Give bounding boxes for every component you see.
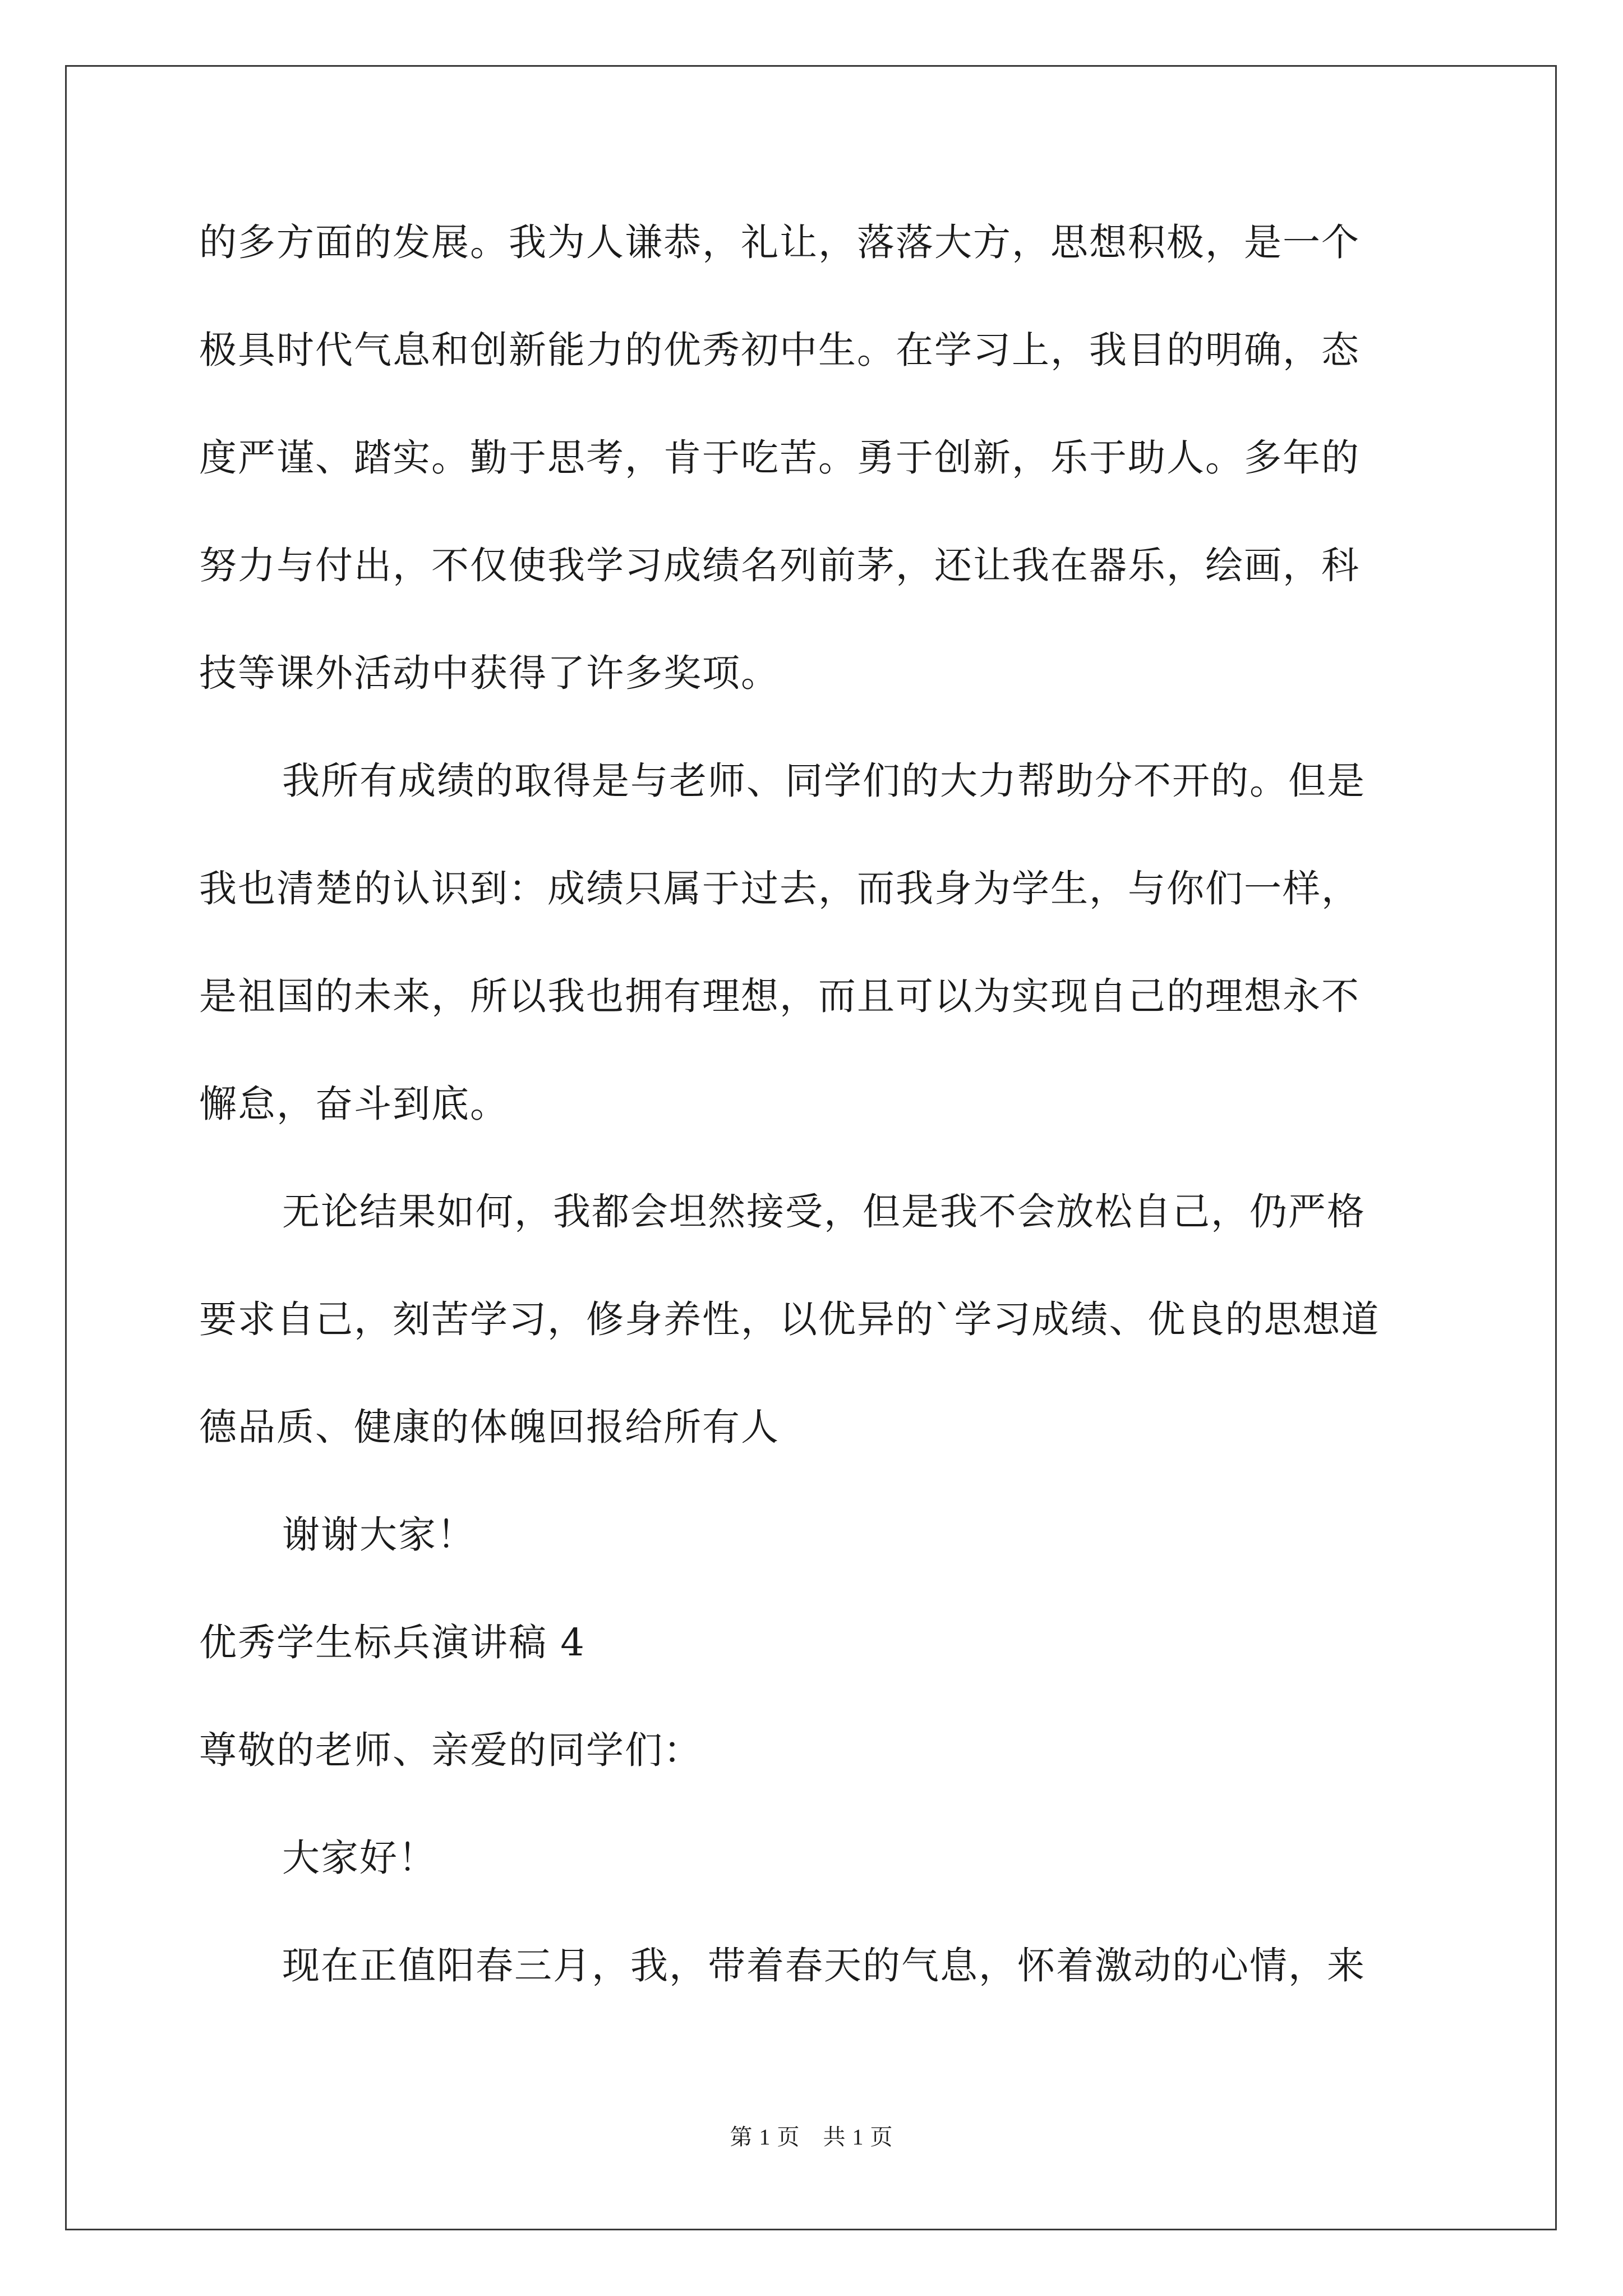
- text-line: 要求自己，刻苦学习，修身养性，以优异的`学习成绩、优良的思想道: [199, 1297, 1380, 1341]
- text-line: 现在正值阳春三月，我，带着春天的气息，怀着激动的心情，来: [282, 1944, 1366, 1987]
- page-number-footer: 第 1 页 共 1 页: [730, 2124, 893, 2150]
- text-line: 的多方面的发展。我为人谦恭，礼让，落落大方，思想积极，是一个: [199, 220, 1360, 264]
- text-line: 德品质、健康的体魄回报给所有人: [199, 1405, 780, 1449]
- text-line: 是祖国的未来，所以我也拥有理想，而且可以为实现自己的理想永不: [199, 974, 1360, 1018]
- text-line: 极具时代气息和创新能力的优秀初中生。在学习上，我目的明确，态: [199, 328, 1360, 372]
- salutation: 尊敬的老师、亲爱的同学们：: [199, 1728, 702, 1772]
- closing-line: 谢谢大家！: [282, 1513, 476, 1557]
- text-line: 我也清楚的认识到：成绩只属于过去，而我身为学生，与你们一样，: [199, 867, 1360, 910]
- greeting: 大家好！: [282, 1836, 437, 1880]
- text-line: 度严谨、踏实。勤于思考，肯于吃苦。勇于创新，乐于助人。多年的: [199, 436, 1360, 480]
- page-border: [65, 65, 1557, 2230]
- text-line: 无论结果如何，我都会坦然接受，但是我不会放松自己，仍严格: [282, 1190, 1366, 1234]
- text-line: 懈怠，奋斗到底。: [199, 1082, 509, 1126]
- text-line: 努力与付出，不仅使我学习成绩名列前茅，还让我在器乐，绘画，科: [199, 544, 1360, 587]
- section-heading: 优秀学生标兵演讲稿 4: [199, 1621, 585, 1664]
- text-line: 技等课外活动中获得了许多奖项。: [199, 651, 780, 695]
- text-line: 我所有成绩的取得是与老师、同学们的大力帮助分不开的。但是: [282, 759, 1366, 803]
